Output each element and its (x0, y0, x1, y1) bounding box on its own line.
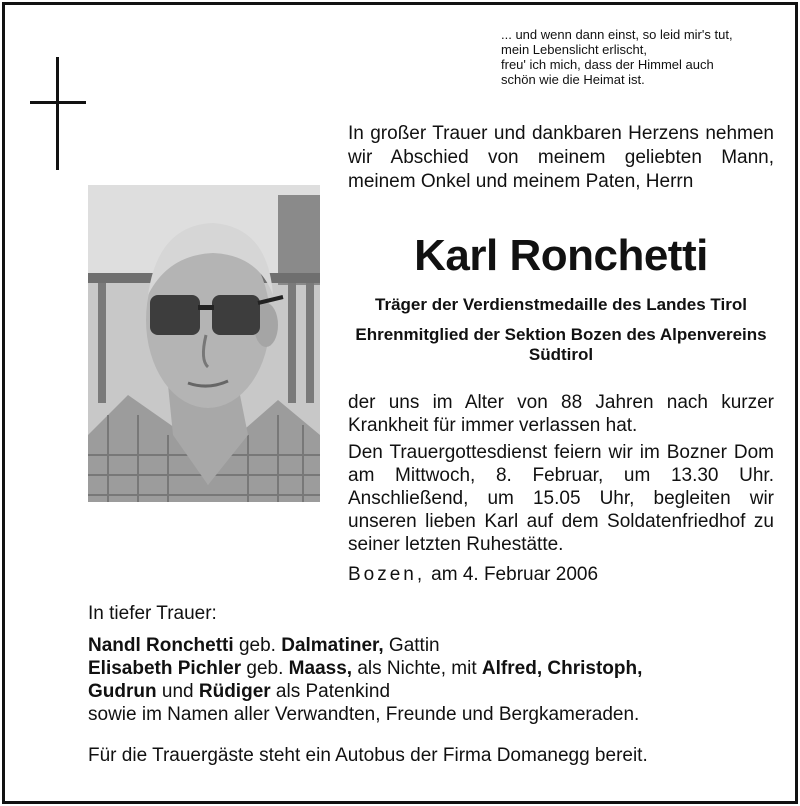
mourners-list (88, 634, 788, 726)
honor-title: Träger der Verdienstmedaille des Landes Tirol (375, 295, 747, 314)
mourner-geb: geb. (241, 658, 289, 679)
mourner-line (88, 680, 788, 703)
mourner-conjunction: und (156, 681, 199, 702)
mourner-role: als Nichte, mit (352, 658, 482, 679)
mourner-role: als Patenkind (270, 681, 391, 702)
mourner-name: Nandl Ronchetti (88, 635, 234, 656)
mourner-name: Gudrun (88, 681, 157, 702)
mourner-maiden-name: Dalmatiner, (281, 635, 384, 656)
cross-horizontal-bar (30, 101, 86, 104)
mourner-line-relatives: sowie im Namen aller Verwandten, Freunde und Bergkameraden. (88, 704, 640, 725)
motto-verse (501, 27, 791, 87)
mourner-name: Elisabeth Pichler (88, 658, 242, 679)
mourner-line (88, 634, 788, 657)
mourner-name: Rüdiger (198, 681, 271, 702)
age-paragraph: der uns im Alter von 88 Jahren nach kurzer Krankheit für immer verlassen hat. (348, 392, 774, 436)
service-paragraph: Den Trauergottesdienst feiern wir im Bozner Dom am Mittwoch, 8. Februar, um 13.30 Uhr. Anschließend, um 15.05 Uhr, begleiten wir unseren lieben Karl auf dem Soldatenfriedhof zu seiner letzten Ruhestätte. (348, 442, 774, 555)
motto-line: ... und wenn dann einst, so leid mir's tut, (501, 27, 733, 42)
motto-line: mein Lebenslicht erlischt, (501, 42, 647, 57)
obituary-notice (2, 2, 798, 804)
mourners-heading: In tiefer Trauer: (88, 603, 217, 624)
mourner-children: Alfred, Christoph, (481, 658, 643, 679)
cross-vertical-bar (56, 57, 59, 170)
motto-line: schön wie die Heimat ist. (501, 72, 645, 87)
mourner-geb: geb. (233, 635, 282, 656)
place: Bozen, (348, 564, 426, 585)
date: am 4. Februar 2006 (431, 564, 599, 585)
motto-line: freu' ich mich, dass der Himmel auch (501, 57, 714, 72)
deceased-name: Karl Ronchetti (414, 231, 708, 280)
mourner-maiden-name: Maass, (288, 658, 353, 679)
mourner-line (88, 657, 788, 680)
mourner-role: Gattin (383, 635, 440, 656)
bus-note: Für die Trauergäste steht ein Autobus der Firma Domanegg bereit. (88, 745, 648, 766)
portrait-photo (88, 185, 320, 502)
place-and-date (348, 563, 598, 586)
honor-title: Ehrenmitglied der Sektion Bozen des Alpenvereins Südtirol (355, 325, 767, 364)
intro-text: In großer Trauer und dankbaren Herzens nehmen wir Abschied von meinem geliebten Mann, meinem Onkel und meinem Paten, Herrn (348, 123, 774, 192)
